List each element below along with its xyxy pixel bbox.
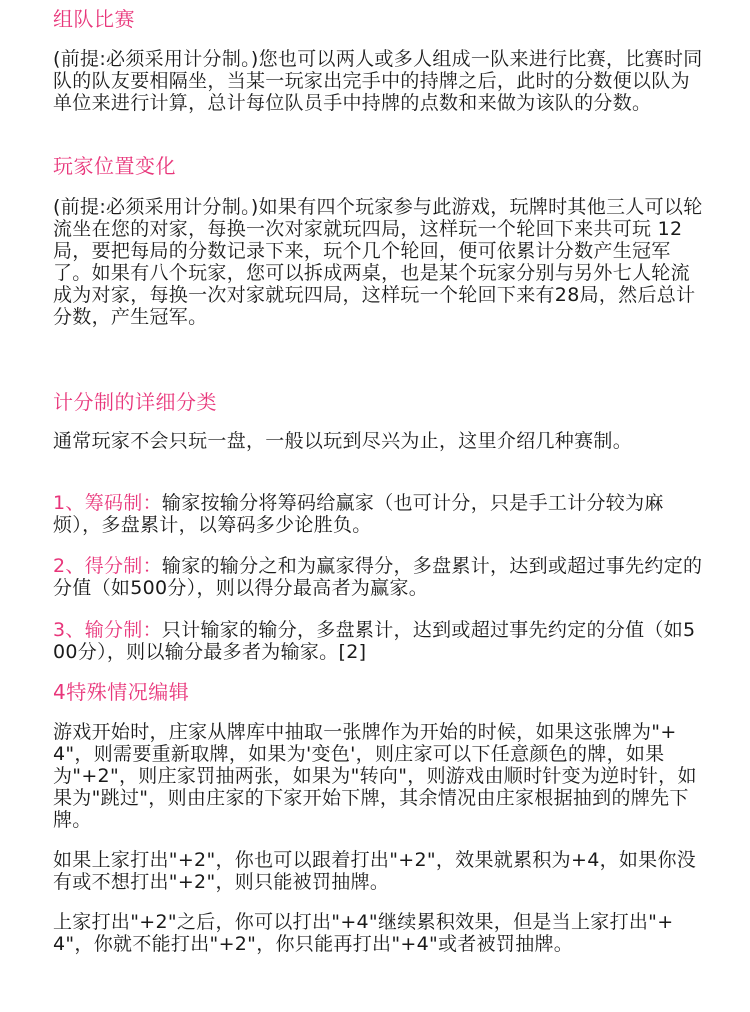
paragraph-special-plus2: 如果上家打出"+2"，你也可以跟着打出"+2"，效果就累积为+4，如果你没有或不想打出"+2"，则只能被罚抽牌。 [53, 849, 697, 893]
paragraph-player-position: (前提:必须采用计分制。)如果有四个玩家参与此游戏，玩牌时其他三人可以轮流坐在您的对家，每换一次对家就玩四局，这样玩一个轮回下来共可玩 12 局，要把每局的分数记录下来，玩个几个轮回，便可依累计分数产生冠军了。如果有八个玩家，您可以拆成两桌，也是某个玩家分别与另外七人轮流成为对家，每换一次对家就玩四局，这样玩一个轮回下来有28局，然后总计分数，产生冠军。 [53, 196, 703, 328]
paragraph-special-plus4: 上家打出"+2"之后，你可以打出"+4"继续累积效果，但是当上家打出"+4"，你就不能打出"+2"，你只能再打出"+4"或者被罚抽牌。 [53, 911, 674, 955]
scoring-item-text: 只计输家的输分，多盘累计，达到或超过事先约定的分值（如500分），则以输分最多者为输家。[2] [53, 619, 696, 663]
heading-player-position: 玩家位置变化 [53, 154, 176, 178]
paragraph-scoring-intro: 通常玩家不会只玩一盘，一般以玩到尽兴为止，这里介绍几种赛制。 [53, 430, 633, 452]
scoring-item-text: 输家按输分将筹码给赢家（也可计分，只是手工计分较为麻烦），多盘累计，以筹码多少论胜负。 [53, 492, 664, 536]
heading-team-play: 组队比赛 [53, 7, 135, 31]
scoring-item-text: 输家的输分之和为赢家得分，多盘累计，达到或超过事先约定的分值（如500分），则以得分最高者为赢家。 [53, 555, 703, 599]
heading-special-cases: 4特殊情况编辑 [53, 680, 190, 704]
heading-scoring-types: 计分制的详细分类 [53, 390, 217, 414]
scoring-item-chips [53, 492, 703, 536]
scoring-item-label: 3、输分制： [53, 619, 162, 641]
scoring-item-label: 2、得分制： [53, 555, 162, 577]
paragraph-team-play: (前提:必须采用计分制。)您也可以两人或多人组成一队来进行比赛，比赛时同队的队友要相隔坐，当某一玩家出完手中的持牌之后，此时的分数便以队为单位来进行计算，总计每位队员手中持牌的点数和来做为该队的分数。 [53, 48, 703, 114]
paragraph-special-start: 游戏开始时，庄家从牌库中抽取一张牌作为开始的时候，如果这张牌为"+4"，则需要重新取牌，如果为'变色'，则庄家可以下任意颜色的牌，如果为"+2"，则庄家罚抽两张，如果为"转向"，则游戏由顺时针变为逆时针，如果为"跳过"，则由庄家的下家开始下牌，其余情况由庄家根据抽到的牌先下牌。 [53, 721, 697, 831]
scoring-item-loss [53, 619, 703, 663]
scoring-item-points [53, 555, 703, 599]
scoring-item-label: 1、筹码制： [53, 492, 162, 514]
